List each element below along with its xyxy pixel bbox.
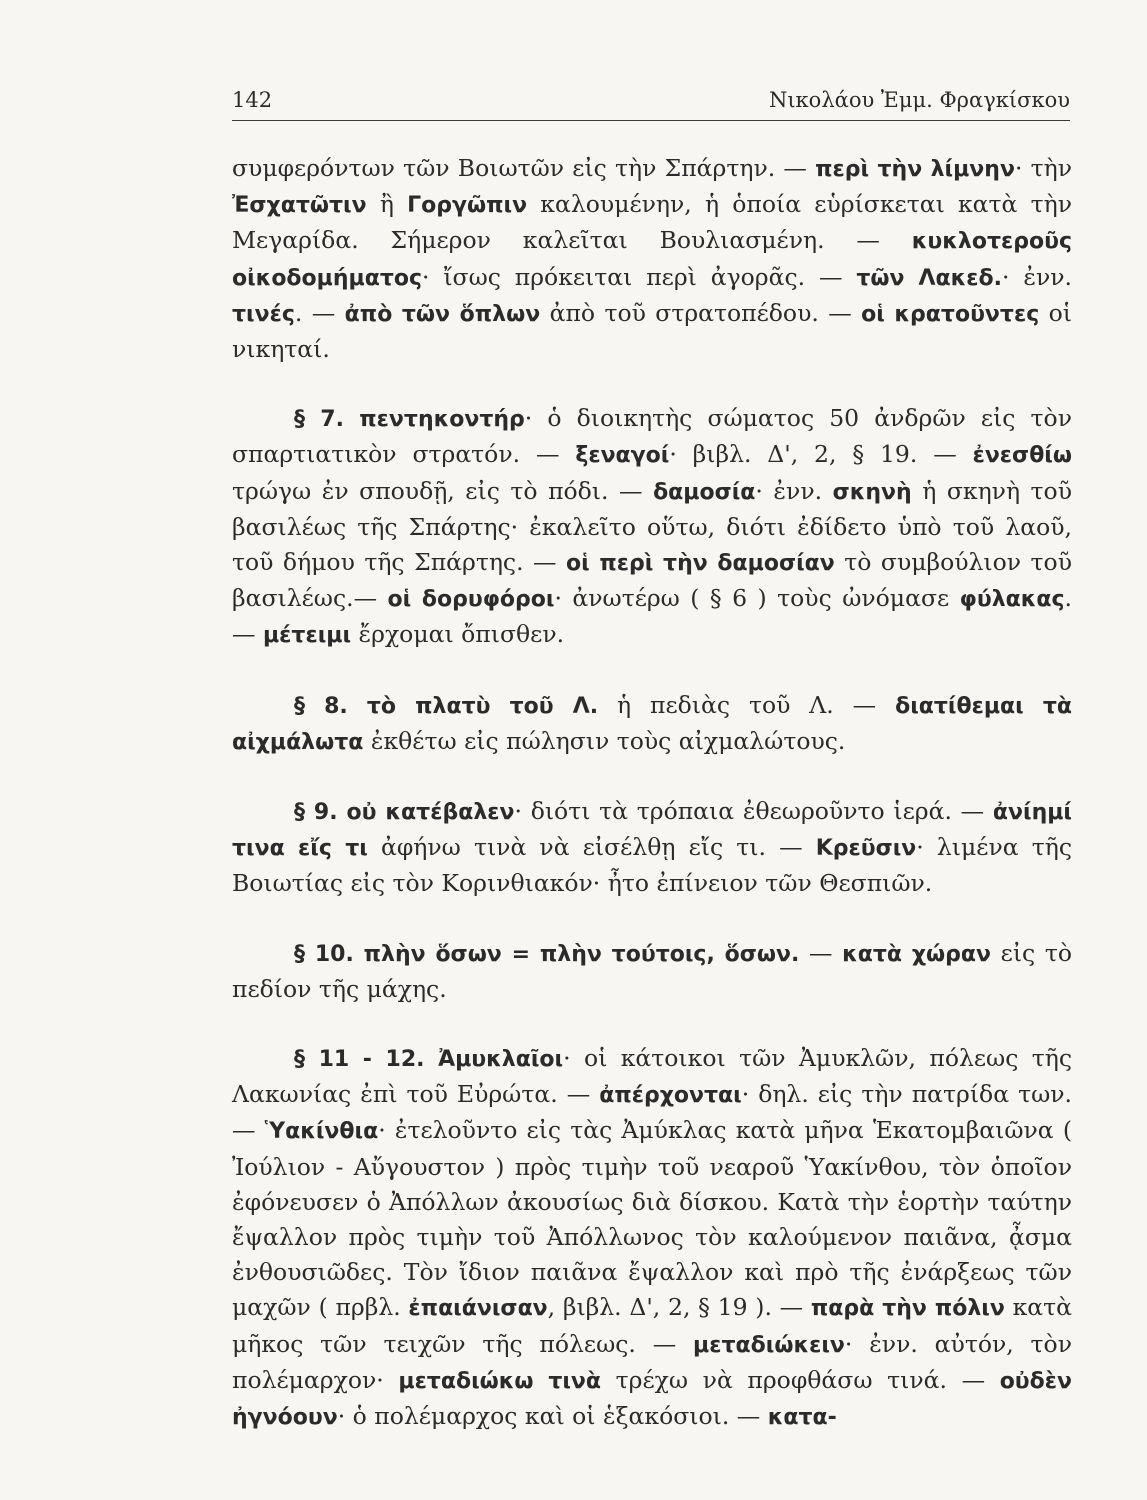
lemma: οἱ κρατοῦντες [861,301,1040,327]
paragraph [232,1041,1072,1435]
text-run: · τὴν [1014,154,1072,182]
lemma: § 7. [294,407,360,433]
page-header [232,88,1070,121]
text-run: οἱ νικηταί. [232,298,1072,364]
text-run: · ἐνν. αὐτόν, τὸν πολέμαρχον· [232,1329,1072,1394]
text-run: . — [232,584,1072,649]
lemma: μέτειμι [262,623,352,649]
text-run: ἐκθέτω εἰς πώλησιν τοὺς αἰχμαλώτους. [363,726,846,755]
lemma: τινές [232,301,295,327]
lemma: ἀπέρχονται [599,1083,742,1109]
lemma: μεταδιώκω τινὰ [398,1368,602,1394]
lemma: § 8. [294,693,367,719]
text-run: · βιβλ. Δ', 2, § 19. — [669,440,973,469]
text-run: · ἀνωτέρω ( § 6 ) τοὺς ὠνόμασε [554,584,960,613]
lemma: φύλακας [959,587,1065,613]
text-run: · ἐτελοῦντο εἰς τὰς Ἀμύκλας κατὰ μῆνα Ἑκατομβαιῶνα ( Ἰούλιον - Αὔγουστον ) πρὸς τιμὴν τοῦ νεαροῦ Ὑακίνθου, τὸν ὁποῖον ἐφόνευσεν ὁ Ἀπόλλων ἀκουσίως διὰ δίσκου. Κατὰ τὴν ἑορτὴν ταύτην ἔψαλλον πρὸς τιμὴν τοῦ Ἀπόλλωνος τὸν καλούμενον παιᾶνα, ᾆσμα ἐνθουσιῶδες. Τὸν ἴδιον παιᾶνα ἔψαλλον καὶ πρὸ τῆς ἐνάρξεως τῶν μαχῶν ( πρβλ. [232,1116,1072,1322]
lemma: κατα- [767,1405,837,1431]
text-run: ἡ σκηνὴ τοῦ βασιλέως τῆς Σπάρτης· ἐκαλεῖτο οὕτω, διότι ἐδίδετο ὑπὸ τοῦ λαοῦ, τοῦ δήμου τῆς Σπάρτης. — [232,476,1072,577]
text-run: ἀπὸ τοῦ στρατοπέδου. — [540,298,862,327]
lemma: σκηνὴ [832,479,912,505]
lemma: ἐνεσθίω [972,443,1072,469]
lemma: κυκλοτεροῦς οἰκοδομήματος [232,229,1072,291]
lemma: οὐ κατέβαλεν [346,800,515,826]
lemma: οἱ δορυφόροι [387,587,555,613]
text-run: εἰς τὸ πεδίον τῆς μάχης. [232,938,1073,1003]
lemma: Κρεῦσιν [815,836,917,862]
running-title: Νικολάου Ἐμμ. Φραγκίσκου [768,88,1070,112]
text-run: · λιμένα τῆς Βοιωτίας εἰς τὸν Κορινθιακόν· ἦτο ἐπίνειον τῶν Θεσπιῶν. [232,833,1072,898]
lemma: ἀνίημί τινα εἴς τι [232,800,1073,862]
text-run: , βιβλ. Δ', 2, § 19 ). — [547,1293,811,1322]
text-run: τρέχω νὰ προφθάσω τινά. — [601,1365,1000,1394]
text-run: · διότι τὰ τρόπαια ἐθεωροῦντο ἱερά. — [514,797,993,826]
text-run: τρώγω ἐν σπουδῇ, εἰς τὸ πόδι. — [232,476,654,505]
paragraph [232,688,1072,760]
lemma: παρὰ τὴν πόλιν [810,1296,1005,1322]
lemma: § 9. [294,800,347,826]
lemma: ἐπαιάνισαν [408,1296,548,1322]
text-run: — [799,938,843,967]
lemma: οἱ περὶ τὴν δαμοσίαν [566,551,835,577]
lemma: ξεναγοί [575,443,670,469]
lemma: Γοργῶπιν [407,193,528,219]
text-run: τὸ συμβούλιον τοῦ βασιλέως.— [232,548,1072,613]
text-run: · ἴσως πρόκειται περὶ ἀγορᾶς. — [422,262,857,291]
text-run: ἀφήνω τινὰ νὰ εἰσέλθῃ εἴς τι. — [367,833,816,862]
text-run: · δηλ. εἰς τὴν πατρίδα των. — [232,1080,1072,1145]
lemma: ἀπὸ τῶν ὅπλων [344,301,541,327]
text-run: ἢ [366,190,408,219]
lemma: πεντηκοντήρ [359,407,525,433]
text-run: ἔρχομαι ὄπισθεν. [351,620,565,649]
lemma: δαμοσία [653,479,756,505]
lemma: Ἀμυκλαῖοι [438,1047,564,1073]
paragraph [232,794,1072,902]
lemma: τὸ πλατὺ τοῦ Λ. [366,693,599,719]
lemma: τῶν Λακεδ. [856,265,1003,291]
text-run: · ὁ διοικητὴς σώματος 50 ἀνδρῶν εἰς τὸν σπαρτιατικὸν στρατόν. — [232,404,1072,469]
lemma: μεταδιώκειν [693,1332,845,1358]
lemma: πλὴν ὅσων = πλὴν τούτοις, ὅσων. [363,941,800,967]
lemma: περὶ τὴν λίμνην [815,157,1015,182]
lemma: § 11 - 12. [294,1047,439,1073]
lemma: διατίθεμαι τὰ αἰχμάλωτα [232,693,1073,755]
text-run: · ἐνν. [1002,262,1072,291]
text-run: συμφερόντων τῶν Βοιωτῶν εἰς τὴν Σπάρτην. — [232,154,816,182]
text-run: · οἱ κάτοικοι τῶν Ἀμυκλῶν, πόλεως τῆς Λακωνίας ἐπὶ τοῦ Εὐρώτα. — [232,1044,1073,1109]
text-run: · ἐνν. [755,476,833,505]
paragraph [232,151,1072,367]
text-run: κατὰ μῆκος τῶν τειχῶν τῆς πόλεως. — [232,1293,1072,1358]
text-run: καλουμένην, ἡ ὁποία εὑρίσκεται κατὰ τὴν Μεγαρίδα. Σήμερον καλεῖται Βουλιασμένη. — [232,190,1072,255]
text-run: ἡ πεδιὰς τοῦ Λ. — [598,690,896,719]
paragraph [232,936,1072,1007]
lemma: Ὑακίνθια [264,1119,379,1145]
lemma: οὐδὲν ἠγνόουν [232,1368,1073,1431]
lemma: κατὰ χώραν [842,941,992,967]
page-number: 142 [232,88,273,112]
paragraph [232,401,1072,653]
text-run: · ὁ πολέμαρχος καὶ οἱ ἑξακόσιοι. — [337,1402,768,1431]
commentary-text [232,151,1072,1435]
lemma: Ἐσχατῶτιν [232,193,367,219]
lemma: § 10. [294,941,364,967]
text-run: . — [294,298,345,327]
book-page [232,88,1072,1435]
